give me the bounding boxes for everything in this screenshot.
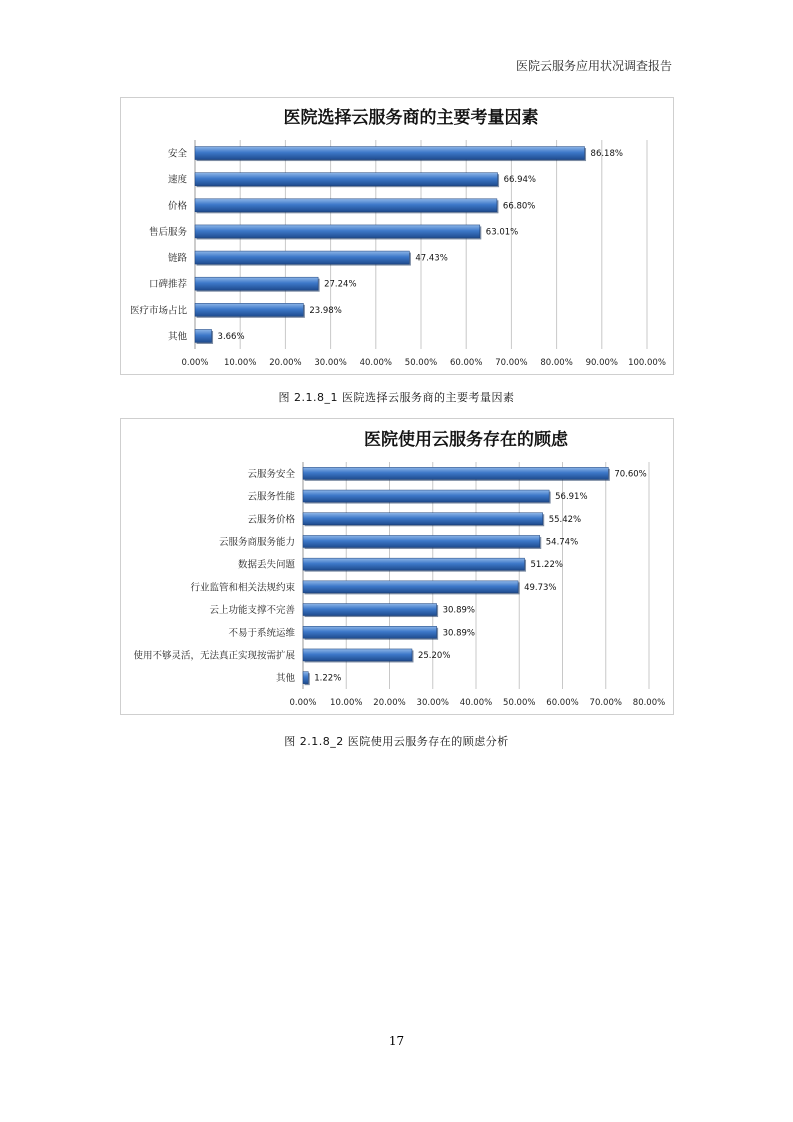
value-label: 3.66% bbox=[217, 331, 245, 342]
bar-chart-considerations bbox=[121, 98, 673, 374]
bar bbox=[195, 277, 318, 290]
bar bbox=[195, 173, 498, 186]
category-label: 链路 bbox=[167, 253, 187, 265]
category-label: 云服务安全 bbox=[247, 468, 295, 480]
value-label: 47.43% bbox=[415, 253, 448, 264]
x-tick-label: 70.00% bbox=[589, 698, 622, 708]
x-tick-label: 10.00% bbox=[330, 698, 363, 708]
value-label: 55.42% bbox=[548, 514, 582, 525]
value-label: 51.22% bbox=[530, 560, 563, 571]
bar bbox=[303, 581, 518, 593]
x-tick-label: 100.00% bbox=[628, 358, 666, 368]
bar bbox=[195, 251, 409, 264]
bar bbox=[195, 225, 480, 238]
value-label: 63.01% bbox=[485, 227, 519, 238]
x-tick-label: 20.00% bbox=[373, 698, 406, 708]
value-label: 1.22% bbox=[314, 673, 342, 684]
category-label: 云服务商服务能力 bbox=[218, 536, 295, 548]
chart-container-considerations bbox=[120, 97, 674, 375]
bar bbox=[303, 672, 308, 684]
category-label: 云服务价格 bbox=[247, 514, 295, 526]
bar bbox=[195, 303, 303, 316]
category-label: 售后服务 bbox=[148, 226, 187, 238]
category-label: 行业监管和相关法规约束 bbox=[190, 582, 295, 594]
figure-caption: 图 2.1.8_2 医院使用云服务存在的顾虑分析 bbox=[284, 735, 509, 748]
value-label: 30.89% bbox=[442, 628, 476, 639]
x-tick-label: 70.00% bbox=[495, 358, 528, 368]
x-tick-label: 40.00% bbox=[459, 698, 493, 708]
value-label: 49.73% bbox=[524, 582, 557, 593]
x-tick-label: 30.00% bbox=[314, 358, 347, 368]
bar bbox=[195, 329, 212, 342]
category-label: 速度 bbox=[167, 174, 187, 186]
x-tick-label: 90.00% bbox=[585, 358, 619, 368]
value-label: 66.80% bbox=[502, 201, 536, 212]
page-number: 17 bbox=[388, 1034, 405, 1048]
category-label: 其他 bbox=[167, 331, 187, 343]
value-label: 27.24% bbox=[324, 279, 357, 290]
bar bbox=[303, 558, 525, 570]
category-label: 安全 bbox=[167, 148, 187, 160]
x-tick-label: 50.00% bbox=[503, 698, 536, 708]
value-label: 54.74% bbox=[545, 537, 579, 548]
chart-container-concerns bbox=[120, 418, 674, 715]
category-label: 其他 bbox=[275, 673, 295, 685]
category-label: 医疗市场占比 bbox=[129, 305, 187, 317]
x-tick-label: 50.00% bbox=[404, 358, 438, 368]
value-label: 30.89% bbox=[442, 605, 476, 616]
value-label: 23.98% bbox=[309, 305, 342, 316]
x-tick-label: 60.00% bbox=[546, 698, 579, 708]
bar bbox=[303, 649, 412, 661]
x-tick-label: 80.00% bbox=[632, 698, 666, 708]
category-label: 云上功能支撑不完善 bbox=[209, 605, 295, 617]
value-label: 66.94% bbox=[503, 175, 536, 186]
bar bbox=[195, 199, 497, 212]
x-tick-label: 0.00% bbox=[289, 698, 317, 708]
bar bbox=[303, 513, 543, 525]
bar bbox=[195, 147, 585, 160]
category-label: 口碑推荐 bbox=[148, 279, 187, 291]
x-tick-label: 80.00% bbox=[540, 358, 573, 368]
x-tick-label: 60.00% bbox=[449, 358, 483, 368]
bar-chart-concerns bbox=[121, 419, 673, 714]
value-label: 70.60% bbox=[614, 469, 647, 480]
category-label: 价格 bbox=[167, 200, 187, 212]
category-label: 不易于系统运维 bbox=[228, 627, 295, 639]
x-tick-label: 0.00% bbox=[181, 358, 209, 368]
figure-caption: 图 2.1.8_1 医院选择云服务商的主要考量因素 bbox=[278, 391, 515, 404]
category-label: 数据丢失问题 bbox=[237, 559, 295, 571]
value-label: 56.91% bbox=[555, 492, 588, 503]
value-label: 25.20% bbox=[417, 650, 451, 661]
bar bbox=[303, 467, 608, 479]
x-tick-label: 40.00% bbox=[359, 358, 393, 368]
x-tick-label: 10.00% bbox=[223, 358, 257, 368]
bar bbox=[303, 604, 437, 616]
running-header: 医院云服务应用状况调查报告 bbox=[515, 59, 672, 73]
x-tick-label: 30.00% bbox=[416, 698, 449, 708]
chart-title: 医院使用云服务存在的顾虑 bbox=[364, 430, 568, 450]
bar bbox=[303, 490, 549, 502]
x-tick-label: 20.00% bbox=[269, 358, 302, 368]
bar bbox=[303, 535, 540, 547]
chart-title: 医院选择云服务商的主要考量因素 bbox=[283, 108, 539, 128]
value-label: 86.18% bbox=[590, 149, 623, 160]
bar bbox=[303, 626, 437, 638]
category-label: 云服务性能 bbox=[247, 491, 295, 503]
category-label: 使用不够灵活，无法真正实现按需扩展 bbox=[133, 650, 295, 662]
